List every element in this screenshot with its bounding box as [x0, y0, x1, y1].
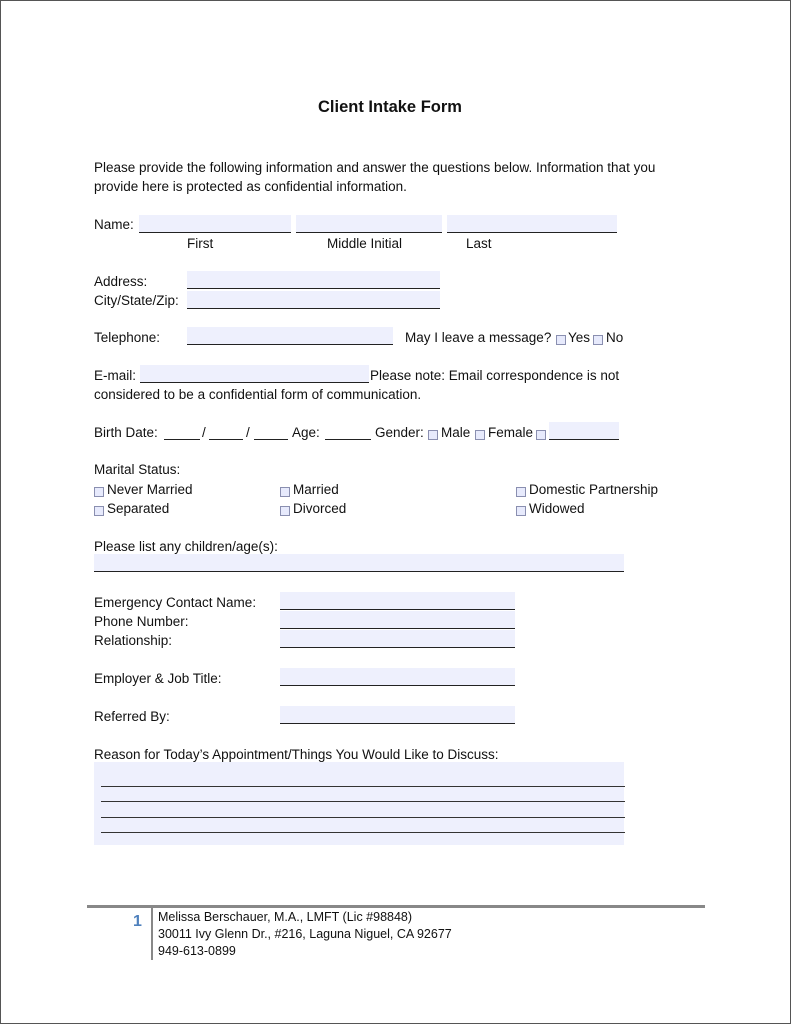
name-label: Name:: [94, 217, 134, 232]
reason-line: [101, 817, 625, 818]
employer-job-title-label: Employer & Job Title:: [94, 671, 222, 686]
message-no-label: No: [606, 330, 624, 345]
referred-by-field[interactable]: [280, 706, 515, 724]
reason-textarea[interactable]: [94, 762, 624, 845]
page-title: Client Intake Form: [318, 98, 462, 116]
emergency-phone-field[interactable]: [280, 611, 515, 629]
children-field[interactable]: [94, 554, 624, 572]
birth-month-field[interactable]: [164, 425, 200, 440]
emergency-relationship-label: Relationship:: [94, 633, 173, 648]
children-label: Please list any children/age(s):: [94, 539, 278, 554]
domestic-partnership-label: Domestic Partnership: [529, 482, 659, 497]
birth-date-separator-2: /: [246, 425, 250, 440]
intro-text-line-2: provide here is protected as confidential information.: [94, 179, 407, 194]
footer-divider: [151, 908, 153, 960]
domestic-partnership-checkbox[interactable]: [516, 487, 526, 497]
message-yes-label: Yes: [568, 330, 591, 345]
email-note-line-2: considered to be a confidential form of communication.: [94, 387, 422, 402]
emergency-contact-name-label: Emergency Contact Name:: [94, 595, 257, 610]
email-note-line-1: Please note: Email correspondence is not: [370, 368, 620, 383]
address-field[interactable]: [187, 271, 440, 289]
intro-text-line-1: Please provide the following information and answer the questions below. Information that you: [94, 160, 656, 175]
divorced-checkbox[interactable]: [280, 506, 290, 516]
widowed-label: Widowed: [529, 501, 585, 516]
referred-by-label: Referred By:: [94, 709, 170, 724]
birth-date-separator-1: /: [202, 425, 206, 440]
separated-label: Separated: [107, 501, 170, 516]
message-yes-checkbox[interactable]: [556, 335, 566, 345]
middle-initial-caption: Middle Initial: [327, 236, 403, 251]
first-caption: First: [187, 236, 214, 251]
city-state-zip-field[interactable]: [187, 291, 440, 309]
separated-checkbox[interactable]: [94, 506, 104, 516]
never-married-label: Never Married: [107, 482, 193, 497]
widowed-checkbox[interactable]: [516, 506, 526, 516]
age-field[interactable]: [325, 425, 371, 440]
footer-address-line: 30011 Ivy Glenn Dr., #216, Laguna Niguel, CA 92677: [158, 927, 452, 941]
gender-other-field[interactable]: [549, 422, 619, 440]
city-state-zip-label: City/State/Zip:: [94, 293, 179, 308]
age-label: Age:: [292, 425, 320, 440]
birth-date-label: Birth Date:: [94, 425, 158, 440]
reason-line: [101, 786, 625, 787]
gender-label: Gender:: [375, 425, 424, 440]
marital-status-label: Marital Status:: [94, 462, 181, 477]
leave-message-question: May I leave a message?: [405, 330, 552, 345]
footer-phone-line: 949-613-0899: [158, 944, 236, 958]
gender-female-label: Female: [488, 425, 534, 440]
middle-initial-field[interactable]: [296, 215, 442, 233]
footer-name-line: Melissa Berschauer, M.A., LMFT (Lic #98848): [158, 910, 413, 924]
address-label: Address:: [94, 274, 148, 289]
gender-other-checkbox[interactable]: [536, 430, 546, 440]
divorced-label: Divorced: [293, 501, 347, 516]
telephone-field[interactable]: [187, 327, 393, 345]
emergency-relationship-field[interactable]: [280, 630, 515, 648]
gender-male-checkbox[interactable]: [428, 430, 438, 440]
gender-male-label: Male: [441, 425, 471, 440]
first-name-field[interactable]: [139, 215, 291, 233]
reason-line: [101, 832, 625, 833]
never-married-checkbox[interactable]: [94, 487, 104, 497]
email-field[interactable]: [140, 365, 369, 383]
married-label: Married: [293, 482, 339, 497]
emergency-phone-label: Phone Number:: [94, 614, 189, 629]
message-no-checkbox[interactable]: [593, 335, 603, 345]
birth-year-field[interactable]: [254, 425, 288, 440]
birth-day-field[interactable]: [209, 425, 243, 440]
telephone-label: Telephone:: [94, 330, 161, 345]
employer-job-title-field[interactable]: [280, 668, 515, 686]
last-caption: Last: [466, 236, 492, 251]
gender-female-checkbox[interactable]: [475, 430, 485, 440]
email-label: E-mail:: [94, 368, 137, 383]
page-number: 1: [133, 913, 142, 930]
footer-rule: [87, 905, 705, 908]
married-checkbox[interactable]: [280, 487, 290, 497]
emergency-contact-name-field[interactable]: [280, 592, 515, 610]
reason-label: Reason for Today’s Appointment/Things You Would Like to Discuss:: [94, 747, 499, 762]
reason-line: [101, 801, 625, 802]
last-name-field[interactable]: [447, 215, 617, 233]
